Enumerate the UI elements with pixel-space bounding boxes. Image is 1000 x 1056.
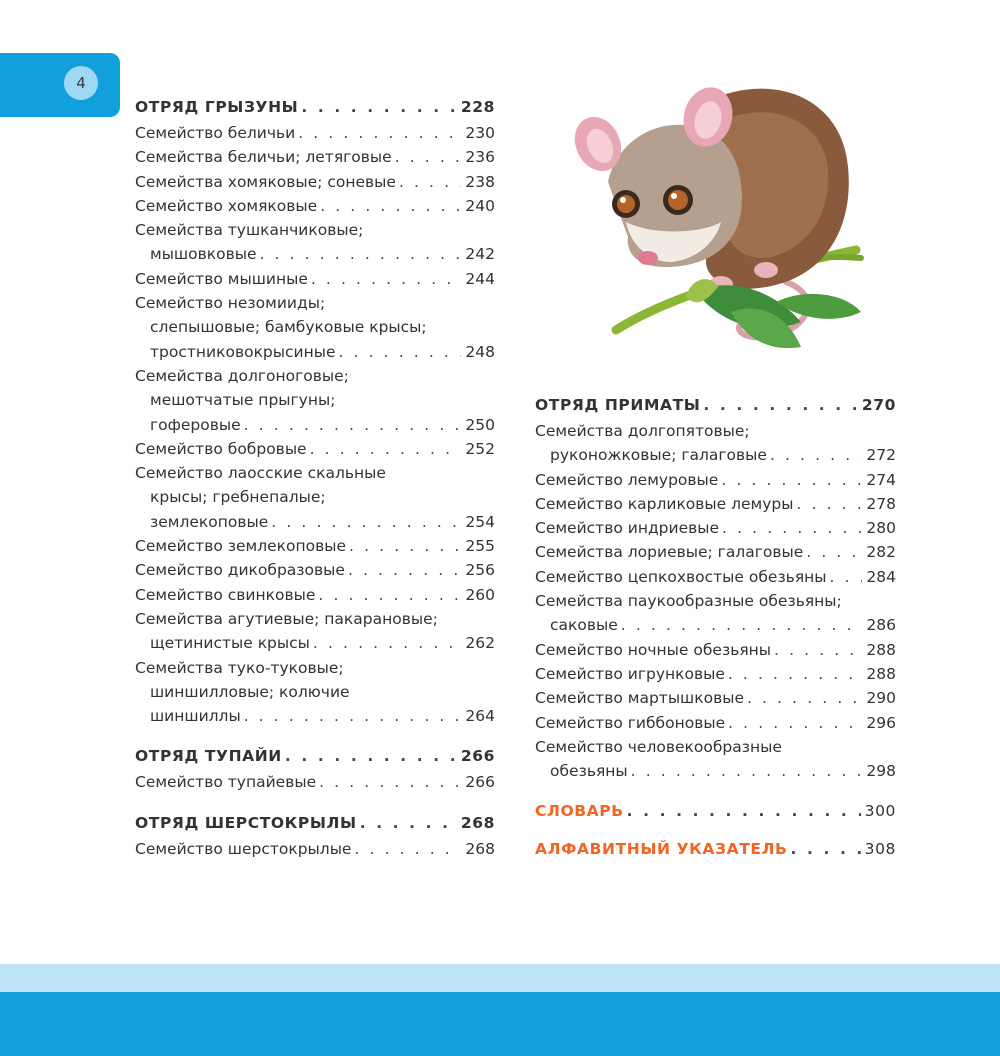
- toc-entry-label: крысы; гребнепалые;: [150, 488, 326, 507]
- toc-entry-label: Семейства долгоноговые;: [135, 366, 349, 385]
- toc-entry-page-number: 268: [465, 839, 495, 858]
- toc-entry: [535, 735, 896, 759]
- toc-entry: [135, 837, 495, 861]
- dot-leader: [830, 565, 863, 589]
- toc-entry-label: Семейство игрунковые: [535, 664, 725, 683]
- toc-entry: [135, 413, 495, 437]
- toc-entry-page-number: 264: [465, 707, 495, 726]
- toc-entry-label: Семейства тушканчиковые;: [135, 221, 364, 240]
- toc-entry: [135, 121, 495, 145]
- toc-entry-label: Семейство беличьи: [135, 124, 296, 142]
- toc-entry: [135, 631, 495, 655]
- toc-extra-page-number: 308: [864, 840, 896, 859]
- toc-entry-label: Семейства беличьи; летяговые: [135, 148, 392, 167]
- possum-illustration: [556, 62, 874, 372]
- toc-entry-label: землекоповые: [150, 512, 269, 531]
- toc-entry-label: тростниковокрысиные: [150, 342, 336, 361]
- dot-leader: [621, 613, 863, 637]
- toc-entry-label: Семейства паукообразные обезьяны;: [535, 592, 842, 611]
- toc-entry: [135, 315, 495, 339]
- toc-entry-label: шиншиллы: [150, 707, 241, 726]
- dot-leader: [806, 540, 862, 564]
- toc-entry-page-number: 254: [465, 512, 495, 531]
- toc-entry: [135, 218, 495, 242]
- dot-leader: [722, 516, 862, 540]
- toc-entry: [535, 686, 896, 710]
- toc-entry-label: Семейство мышиные: [135, 269, 308, 288]
- toc-entry: [535, 711, 896, 735]
- toc-section: [535, 393, 896, 783]
- dot-leader: [774, 638, 862, 662]
- toc-entry-label: обезьяны: [550, 762, 628, 781]
- toc-entry: [135, 510, 495, 534]
- toc-entry-page-number: 288: [866, 664, 896, 683]
- toc-section: [135, 95, 495, 728]
- toc-entry: [135, 656, 495, 680]
- dot-leader: [319, 770, 461, 794]
- toc-entry-label: Семейство мартышковые: [535, 689, 744, 708]
- footer-band-dark: [0, 992, 1000, 1056]
- footer-band-light: [0, 964, 1000, 992]
- toc-heading-page-number: 228: [460, 98, 495, 116]
- dot-leader: [311, 267, 462, 291]
- toc-entry-label: Семейство лемуровые: [535, 470, 719, 489]
- toc-heading-label: ОТРЯД ТУПАЙИ: [135, 747, 282, 766]
- toc-entry: [535, 759, 896, 783]
- toc-entry-page-number: 296: [866, 713, 896, 732]
- toc-entry: [535, 540, 896, 564]
- toc-entry: [135, 145, 495, 169]
- toc-entry: [135, 388, 495, 412]
- toc-entry: [535, 468, 896, 492]
- toc-entry-label: гоферовые: [150, 415, 241, 434]
- toc-entry: [535, 589, 896, 613]
- toc-section: [135, 811, 495, 861]
- toc-entry-page-number: 272: [866, 446, 896, 465]
- toc-heading-label: ОТРЯД ГРЫЗУНЫ: [135, 98, 299, 116]
- toc-entry: [535, 419, 896, 443]
- toc-entry-label: Семейство ночные обезьяны: [535, 640, 772, 659]
- toc-entry-label: шиншилловые; колючие: [150, 682, 350, 701]
- toc-entry: [135, 170, 495, 194]
- toc-entry: [135, 704, 495, 728]
- dot-leader: [360, 811, 457, 836]
- toc-entry-page-number: 260: [465, 585, 495, 604]
- toc-heading: [135, 811, 495, 836]
- dot-leader: [395, 145, 462, 169]
- toc-entry-page-number: 290: [866, 689, 896, 708]
- toc-extra: [535, 837, 896, 862]
- toc-entry: [135, 364, 495, 388]
- toc-entry-page-number: 284: [866, 567, 896, 586]
- toc-entry-page-number: 286: [866, 616, 896, 635]
- toc-entry-label: Семейства агутиевые; пакарановые;: [135, 609, 438, 628]
- dot-leader: [318, 583, 461, 607]
- toc-entry: [535, 613, 896, 637]
- dot-leader: [298, 121, 461, 145]
- toc-heading: [535, 393, 896, 418]
- toc-extra-section: [535, 799, 896, 824]
- dot-leader: [339, 340, 462, 364]
- toc-left-column: [135, 95, 495, 877]
- toc-entry-page-number: 255: [465, 537, 495, 556]
- toc-entry: [135, 770, 495, 794]
- toc-entry-page-number: 282: [866, 543, 896, 562]
- toc-heading-page-number: 266: [460, 747, 495, 766]
- toc-entry-label: мешотчатые прыгуны;: [150, 391, 336, 410]
- dot-leader: [354, 837, 461, 861]
- toc-entry-page-number: 288: [866, 640, 896, 659]
- toc-entry-label: Семейство индриевые: [535, 519, 720, 538]
- dot-leader: [301, 95, 457, 120]
- toc-extra-page-number: 300: [864, 802, 896, 821]
- dot-leader: [348, 558, 461, 582]
- toc-entry: [135, 461, 495, 485]
- toc-entry-label: Семейства туко-туковые;: [135, 658, 344, 677]
- toc-entry-label: Семейство хомяковые: [135, 196, 318, 215]
- toc-entry: [135, 485, 495, 509]
- dot-leader: [349, 534, 461, 558]
- toc-entry: [135, 680, 495, 704]
- toc-entry-page-number: 266: [465, 773, 495, 792]
- toc-entry: [535, 662, 896, 686]
- toc-entry-page-number: 240: [465, 196, 495, 215]
- toc-entry-label: Семейства лориевые; галаговые: [535, 543, 804, 562]
- toc-entry-label: Семейство свинковые: [135, 585, 316, 604]
- toc-entry-page-number: 236: [465, 148, 495, 167]
- dot-leader: [627, 799, 861, 824]
- toc-entry-label: Семейство человекообразные: [535, 737, 782, 756]
- toc-entry-page-number: 252: [465, 439, 495, 458]
- dot-leader: [285, 744, 457, 769]
- toc-entry-label: мышовковые: [150, 245, 257, 264]
- toc-heading-label: ОТРЯД ШЕРСТОКРЫЛЫ: [135, 813, 357, 832]
- toc-entry: [535, 516, 896, 540]
- toc-entry-page-number: 230: [465, 124, 495, 142]
- toc-heading-label: ОТРЯД ПРИМАТЫ: [535, 396, 701, 414]
- page-number: 4: [64, 66, 98, 100]
- toc-entry-label: Семейство землекоповые: [135, 537, 347, 556]
- toc-entry: [135, 291, 495, 315]
- toc-entry-label: саковые: [550, 616, 618, 635]
- toc-entry: [135, 583, 495, 607]
- toc-extra-section: [535, 837, 896, 862]
- toc-entry: [135, 558, 495, 582]
- toc-entry-page-number: 238: [465, 172, 495, 191]
- toc-entry: [135, 267, 495, 291]
- toc-entry-label: Семейство дикобразовые: [135, 561, 345, 580]
- toc-heading: [135, 744, 495, 769]
- dot-leader: [703, 393, 857, 418]
- toc-entry-label: Семейство шерстокрылые: [135, 839, 352, 858]
- toc-entry-page-number: 250: [465, 415, 495, 434]
- dot-leader: [260, 242, 462, 266]
- toc-entry-label: Семейства долгопятовые;: [535, 422, 750, 440]
- toc-entry-page-number: 274: [866, 470, 896, 489]
- toc-entry-page-number: 244: [465, 269, 495, 288]
- toc-entry-page-number: 256: [465, 561, 495, 580]
- dot-leader: [244, 413, 462, 437]
- dot-leader: [790, 837, 860, 862]
- toc-entry: [135, 534, 495, 558]
- toc-right-column: [535, 393, 896, 875]
- dot-leader: [721, 468, 862, 492]
- toc-entry: [535, 638, 896, 662]
- toc-entry-label: Семейство карликовые лемуры: [535, 494, 794, 513]
- toc-heading: [135, 95, 495, 120]
- dot-leader: [728, 662, 863, 686]
- toc-entry-page-number: 262: [465, 634, 495, 653]
- dot-leader: [399, 170, 461, 194]
- toc-entry-label: щетинистые крысы: [150, 634, 310, 653]
- toc-entry-label: Семейство бобровые: [135, 439, 307, 458]
- dot-leader: [310, 437, 462, 461]
- toc-extra: [535, 799, 896, 824]
- toc-entry-label: Семейство лаосские скальные: [135, 464, 386, 483]
- toc-entry-label: слепышовые; бамбуковые крысы;: [150, 318, 427, 337]
- dot-leader: [313, 631, 462, 655]
- toc-entry-label: Семейство гиббоновые: [535, 713, 726, 732]
- toc-entry-label: Семейство цепкохвостые обезьяны: [535, 567, 827, 586]
- toc-entry-page-number: 242: [465, 245, 495, 264]
- toc-entry-page-number: 248: [465, 342, 495, 361]
- dot-leader: [320, 194, 461, 218]
- page-tab: [0, 53, 120, 117]
- toc-section: [135, 744, 495, 794]
- toc-entry-page-number: 298: [866, 762, 896, 781]
- dot-leader: [728, 711, 862, 735]
- toc-entry: [535, 492, 896, 516]
- dot-leader: [797, 492, 863, 516]
- toc-heading-page-number: 270: [861, 396, 896, 414]
- toc-entry: [135, 607, 495, 631]
- toc-entry-label: Семейства хомяковые; соневые: [135, 172, 396, 191]
- toc-entry-label: Семейство тупайевые: [135, 773, 317, 792]
- toc-entry: [535, 443, 896, 467]
- toc-entry: [535, 565, 896, 589]
- toc-extra-label: АЛФАВИТНЫЙ УКАЗАТЕЛЬ: [535, 840, 788, 859]
- toc-entry: [135, 194, 495, 218]
- toc-entry: [135, 437, 495, 461]
- dot-leader: [747, 686, 862, 710]
- dot-leader: [631, 759, 863, 783]
- dot-leader: [244, 704, 462, 728]
- dot-leader: [271, 510, 461, 534]
- toc-entry-label: Семейство незомииды;: [135, 294, 326, 313]
- toc-entry-label: руконожковые; галаговые: [550, 446, 767, 465]
- toc-entry: [135, 340, 495, 364]
- toc-extra-label: СЛОВАРЬ: [535, 802, 624, 821]
- toc-entry-page-number: 280: [866, 519, 896, 538]
- toc-heading-page-number: 268: [460, 813, 495, 832]
- toc-entry-page-number: 278: [866, 494, 896, 513]
- toc-entry: [135, 242, 495, 266]
- dot-leader: [770, 443, 862, 467]
